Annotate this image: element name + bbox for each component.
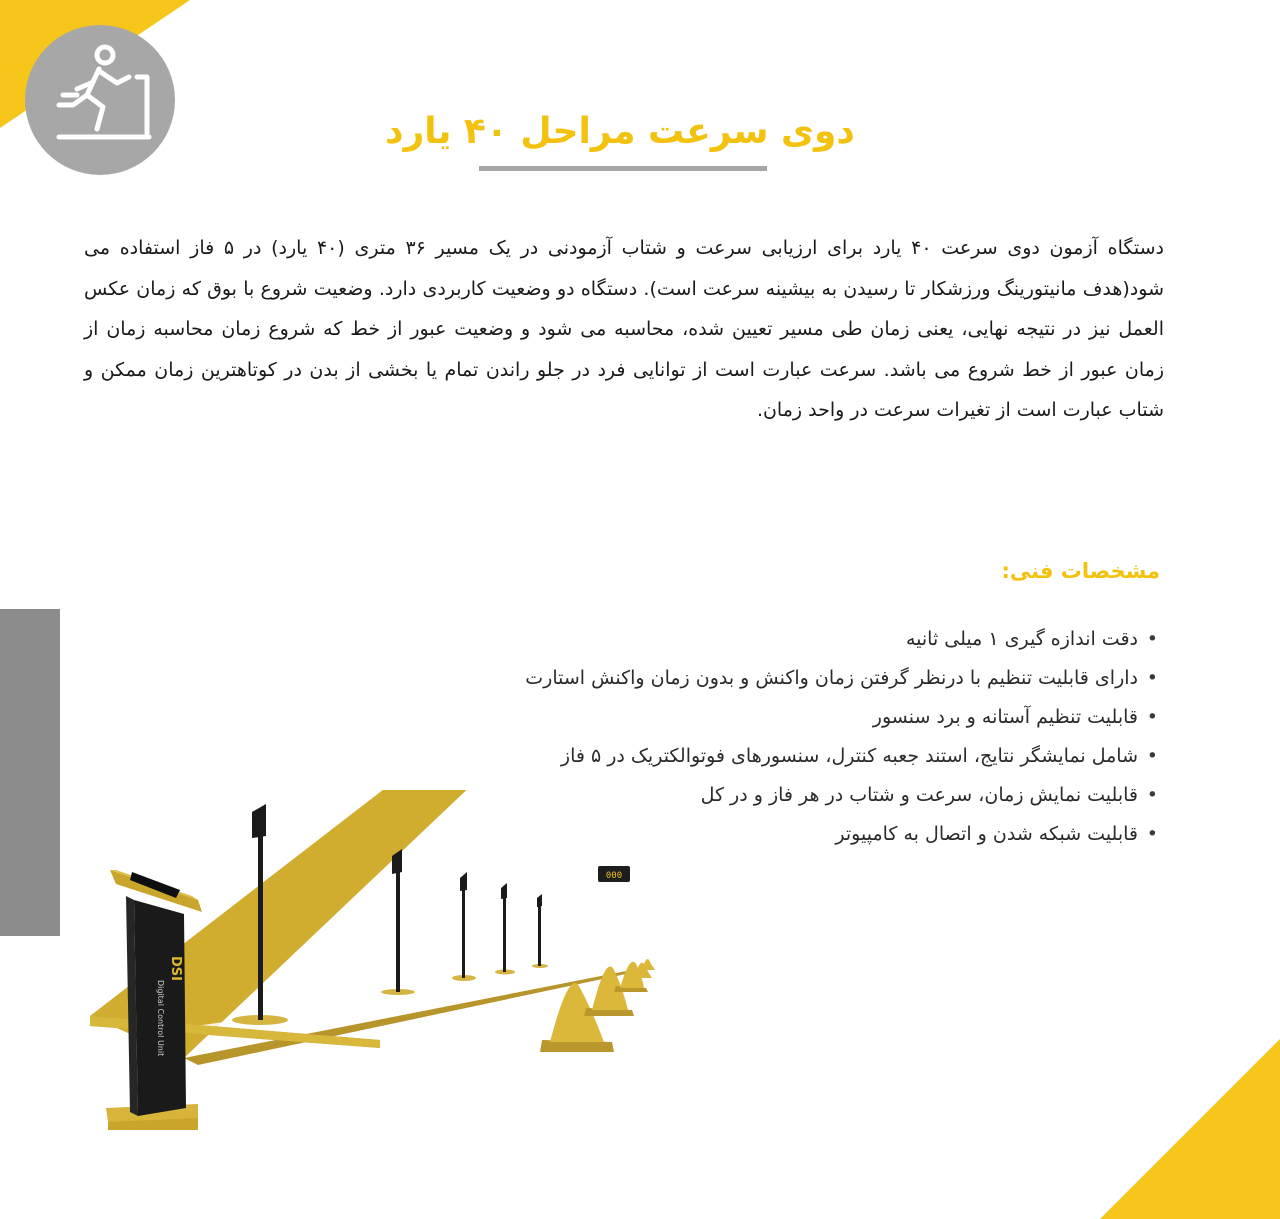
treadmill-runner-icon <box>25 25 175 175</box>
bullet: • <box>1146 823 1158 845</box>
spec-item-text: دارای قابلیت تنظیم با درنظر گرفتن زمان واکنش و بدون زمان واکنش استارت <box>525 667 1138 689</box>
bullet: • <box>1146 628 1158 650</box>
bullet: • <box>1146 745 1158 767</box>
side-gray-bar <box>0 609 60 936</box>
unit-brand-text: DSI <box>168 956 183 981</box>
specs-heading: مشخصات فنی: <box>1001 559 1160 583</box>
unit-label-text: Digital Control Unit <box>156 980 165 1057</box>
spec-item <box>380 659 1160 698</box>
bullet: • <box>1146 667 1158 689</box>
bullet: • <box>1146 706 1158 728</box>
sprint-test-illustration <box>80 790 700 1140</box>
spec-item-text: قابلیت تنظیم آستانه و برد سنسور <box>872 706 1138 728</box>
spec-item-text: قابلیت نمایش زمان، سرعت و شتاب در هر فاز و در کل <box>700 784 1138 806</box>
spec-item <box>380 737 1160 776</box>
results-display <box>598 866 630 882</box>
page-title: دوی سرعت مراحل ۴۰ یارد <box>385 111 855 152</box>
intro-paragraph: دستگاه آزمون دوی سرعت ۴۰ یارد برای ارزیابی سرعت و شتاب آزمودنی در یک مسیر ۳۶ متری (۴۰ یارد) در ۵ فاز استفاده می شود(هدف مانیتورینگ ورزشکار تا رسیدن به بیشینه سرعت است). دستگاه دو وضعیت کاربردی دارد. وضعیت شروع با بوق که زمان عکس العمل نیز در نتیجه نهایی، یعنی زمان طی مسیر تعیین شده، محاسبه می شود و وضعیت عبور از خط که شروع زمان محاسبه زمان از زمان عبور از خط شروع می باشد. سرعت عبارت است از توانایی فرد در جلو راندن تمام یا بخشی از بدن در کوتاهترین زمان ممکن و شتاب عبارت است از تغیرات سرعت در واحد زمان. <box>84 237 1164 421</box>
bullet: • <box>1146 784 1158 806</box>
corner-decoration-bottom-right <box>1100 1039 1280 1219</box>
cones <box>540 959 655 1052</box>
spec-item <box>380 620 1160 659</box>
spec-item <box>380 698 1160 737</box>
spec-item-text: دقت اندازه گیری ۱ میلی ثانیه <box>905 628 1138 650</box>
spec-item-text: شامل نمایشگر نتایج، استند جعبه کنترل، سنسورهای فوتوالکتریک در ۵ فاز <box>560 745 1138 767</box>
title-underline <box>479 166 767 171</box>
logo-badge <box>25 25 175 175</box>
spec-item-text: قابلیت شبکه شدن و اتصال به کامپیوتر <box>835 823 1138 845</box>
display-readout: 000 <box>605 871 623 881</box>
